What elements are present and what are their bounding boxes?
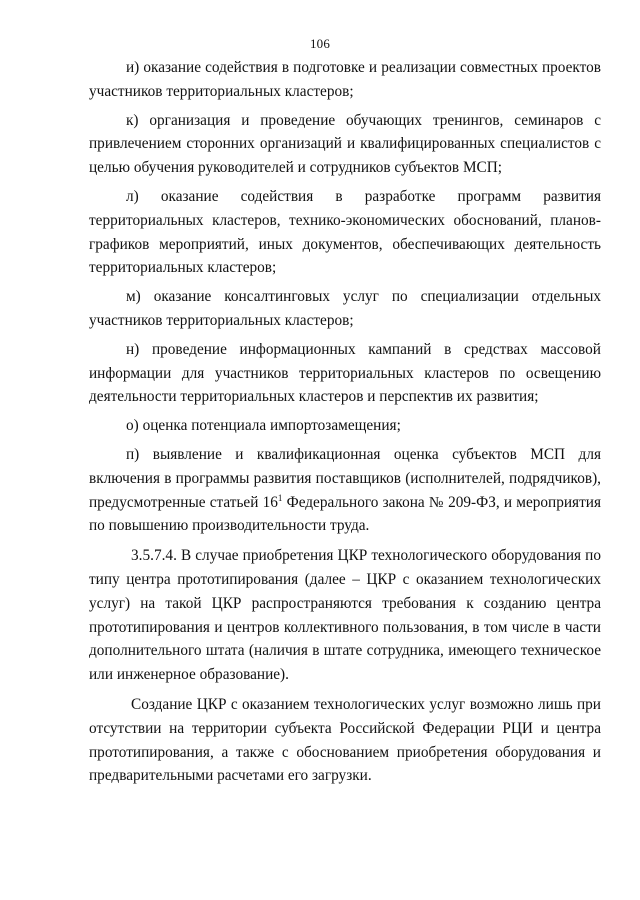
paragraph-k: к) организация и проведение обучающих тренингов, семинаров с привлечением сторонних организаций и квалифицированных специалистов с целью обучения руководителей и сотрудников субъектов МСП; xyxy=(89,111,601,177)
document-body xyxy=(89,56,601,793)
paragraph-p-text-start: п) выявление и квалификационная оценка субъектов МСП для включения в программы развития поставщиков (исполнителей, подрядчиков), предусмотренные статьей 16 xyxy=(89,445,601,511)
section-3-5-7-4: 3.5.7.4. В случае приобретения ЦКР технологического оборудования по типу центра прототипирования (далее – ЦКР с оказанием технологических услуг) на такой ЦКР распространяются требования к созданию центра прототипирования и центров коллективного пользования, в том числе в части дополнительного штата (наличия в штате сотрудника, имеющего техническое или инженерное образование). xyxy=(89,547,601,684)
page-number: 106 xyxy=(309,36,331,51)
paragraph-o: о) оценка потенциала импортозамещения; xyxy=(126,417,401,435)
paragraph-l: л) оказание содействия в разработке программ развития территориальных кластеров, технико-экономических обоснований, планов-графиков мероприятий, иных документов, обеспечивающих деятельность территориальных кластеров; xyxy=(89,187,601,277)
superscript-one: 1 xyxy=(277,492,283,503)
paragraph-p-text-end: Федерального закона № 209-ФЗ, и мероприятия по повышению производительности труда. xyxy=(89,493,602,535)
paragraph-i: и) оказание содействия в подготовке и реализации совместных проектов участников территориальных кластеров; xyxy=(89,59,601,100)
paragraph-creation: Создание ЦКР с оказанием технологических услуг возможно лишь при отсутствии на территории субъекта Российской Федерации РЦИ и центра прототипирования, а также с обоснованием приобретения оборудования и предварительными расчетами его загрузки. xyxy=(89,695,601,785)
paragraph-p xyxy=(89,443,601,538)
paragraph-m: м) оказание консалтинговых услуг по специализации отдельных участников территориальных кластеров; xyxy=(89,288,601,329)
paragraph-n: н) проведение информационных кампаний в средствах массовой информации для участников территориальных кластеров по освещению деятельности территориальных кластеров и перспектив их развития; xyxy=(89,340,601,406)
